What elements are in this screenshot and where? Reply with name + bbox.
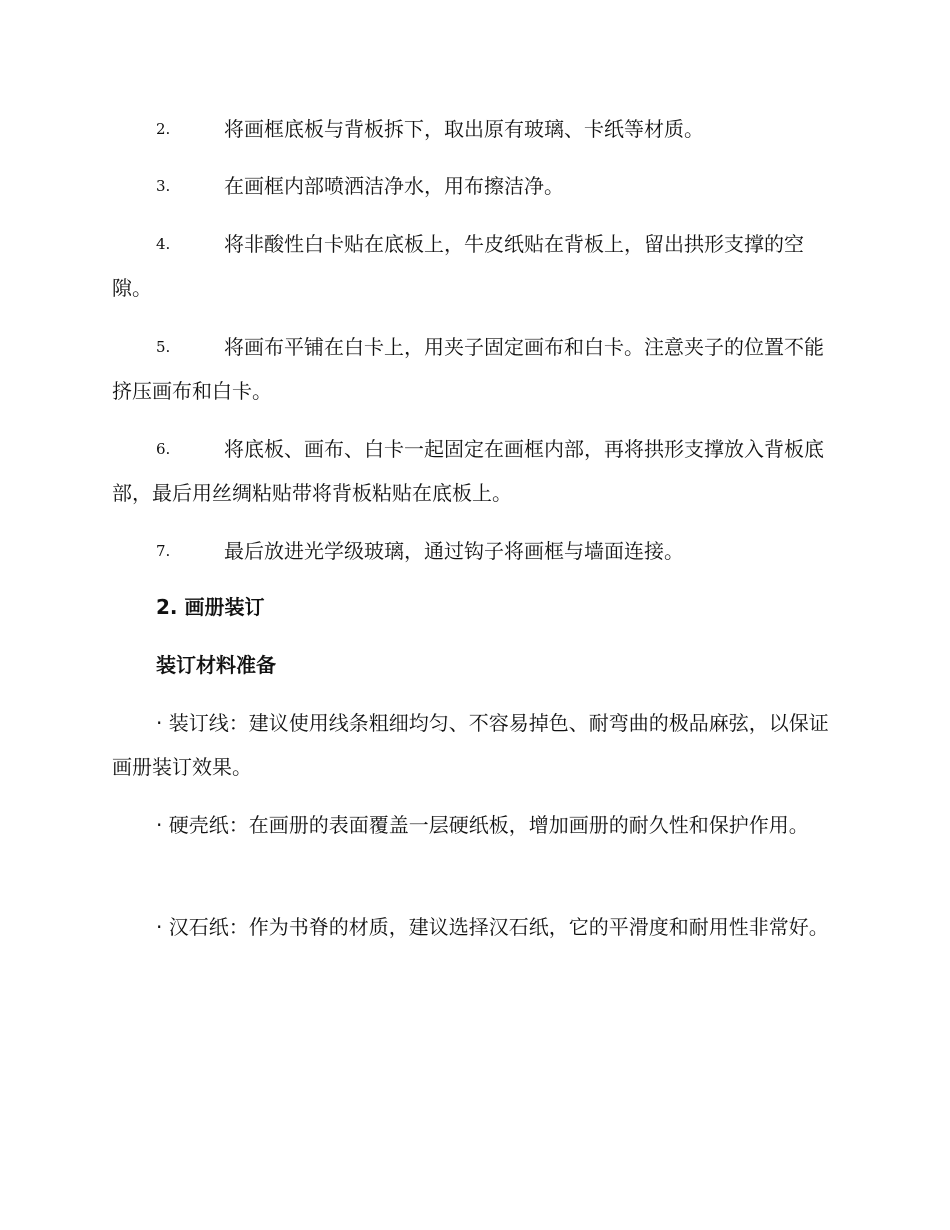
bullet-binding-thread: · 装订线：建议使用线条粗细均匀、不容易掉色、耐弯曲的极品麻弦，以保证画册装订效果。 bbox=[112, 711, 829, 779]
step-text: 将画框底板与背板拆下，取出原有玻璃、卡纸等材质。 bbox=[224, 117, 704, 141]
step-6 bbox=[112, 427, 834, 515]
step-4 bbox=[112, 222, 834, 310]
step-number: 7. bbox=[156, 542, 171, 560]
step-number: 6. bbox=[156, 440, 171, 458]
step-3 bbox=[112, 164, 834, 208]
step-text: 将底板、画布、白卡一起固定在画框内部，再将拱形支撑放入背板底部，最后用丝绸粘贴带将背板粘贴在底板上。 bbox=[112, 437, 824, 505]
step-text: 将画布平铺在白卡上，用夹子固定画布和白卡。注意夹子的位置不能挤压画布和白卡。 bbox=[112, 335, 824, 403]
step-number: 4. bbox=[156, 235, 171, 253]
step-5 bbox=[112, 325, 834, 413]
step-7 bbox=[112, 529, 834, 573]
step-2 bbox=[112, 107, 834, 151]
step-text: 将非酸性白卡贴在底板上，牛皮纸贴在背板上，留出拱形支撑的空隙。 bbox=[112, 232, 804, 300]
step-number: 2. bbox=[156, 120, 171, 138]
step-text: 最后放进光学级玻璃，通过钩子将画框与墙面连接。 bbox=[224, 539, 684, 563]
step-text: 在画框内部喷洒洁净水，用布擦洁净。 bbox=[224, 174, 564, 198]
bullet-hard-cover: · 硬壳纸：在画册的表面覆盖一层硬纸板，增加画册的耐久性和保护作用。 bbox=[156, 813, 809, 837]
bullet-han-stone-paper: · 汉石纸：作为书脊的材质，建议选择汉石纸，它的平滑度和耐用性非常好。 bbox=[156, 915, 829, 939]
section-heading: 2. 画册装订 bbox=[156, 595, 265, 619]
step-number: 3. bbox=[156, 177, 171, 195]
subsection-heading: 装订材料准备 bbox=[156, 653, 276, 677]
step-number: 5. bbox=[156, 338, 171, 356]
